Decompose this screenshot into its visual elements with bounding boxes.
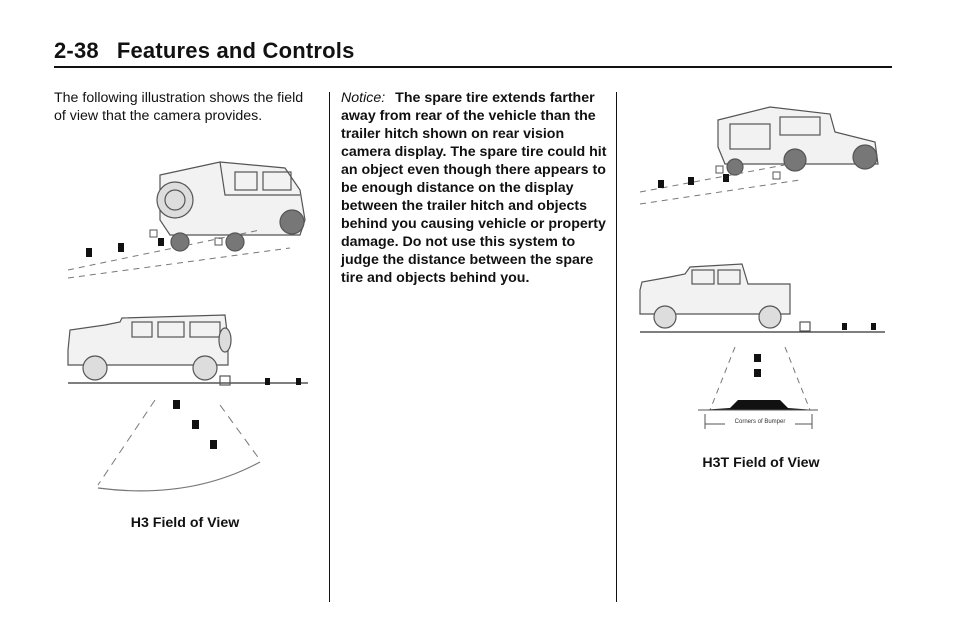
- intro-paragraph: The following illustration shows the field of view that the camera provides.: [54, 90, 304, 124]
- column-divider-right: [616, 92, 617, 602]
- h3t-rear-ground-guides: [640, 164, 800, 204]
- h3t-figure-svg: [630, 92, 892, 442]
- page-number: 2-38: [54, 38, 99, 63]
- pickup-rear-view-illustration: [718, 107, 878, 175]
- h3-figure-caption: H3 Field of View: [130, 515, 240, 531]
- bumper-label: Corners of Bumper: [725, 419, 795, 425]
- suv-rear-view-illustration: [157, 162, 305, 251]
- pickup-side-view-illustration: [640, 264, 885, 332]
- h3-figure-svg: [60, 150, 320, 510]
- bumper-field-of-view-diagram: [698, 347, 818, 429]
- h3t-figure-caption: H3T Field of View: [702, 455, 820, 471]
- notice-body: The spare tire extends farther away from rear of the vehicle than the trailer hitch shown on rear vision camera display. The spare tire could hit an object even though there appears to be enough distance on the display between the trailer hitch and objects behind you causing vehicle or property damage. Do not use this system to judge the distance between the spare tire and objects behind you.: [341, 90, 607, 286]
- camera-field-of-view-arc: [98, 400, 260, 491]
- section-title: Features and Controls: [116, 38, 355, 63]
- notice-label: Notice:: [341, 90, 386, 106]
- notice-paragraph: [341, 89, 607, 287]
- header-divider: [54, 66, 892, 68]
- column-divider-left: [329, 92, 330, 602]
- suv-side-view-illustration: [68, 315, 308, 385]
- page-header: [54, 38, 355, 64]
- h3-field-of-view-figure: [60, 150, 320, 510]
- h3t-field-of-view-figure: [630, 92, 892, 442]
